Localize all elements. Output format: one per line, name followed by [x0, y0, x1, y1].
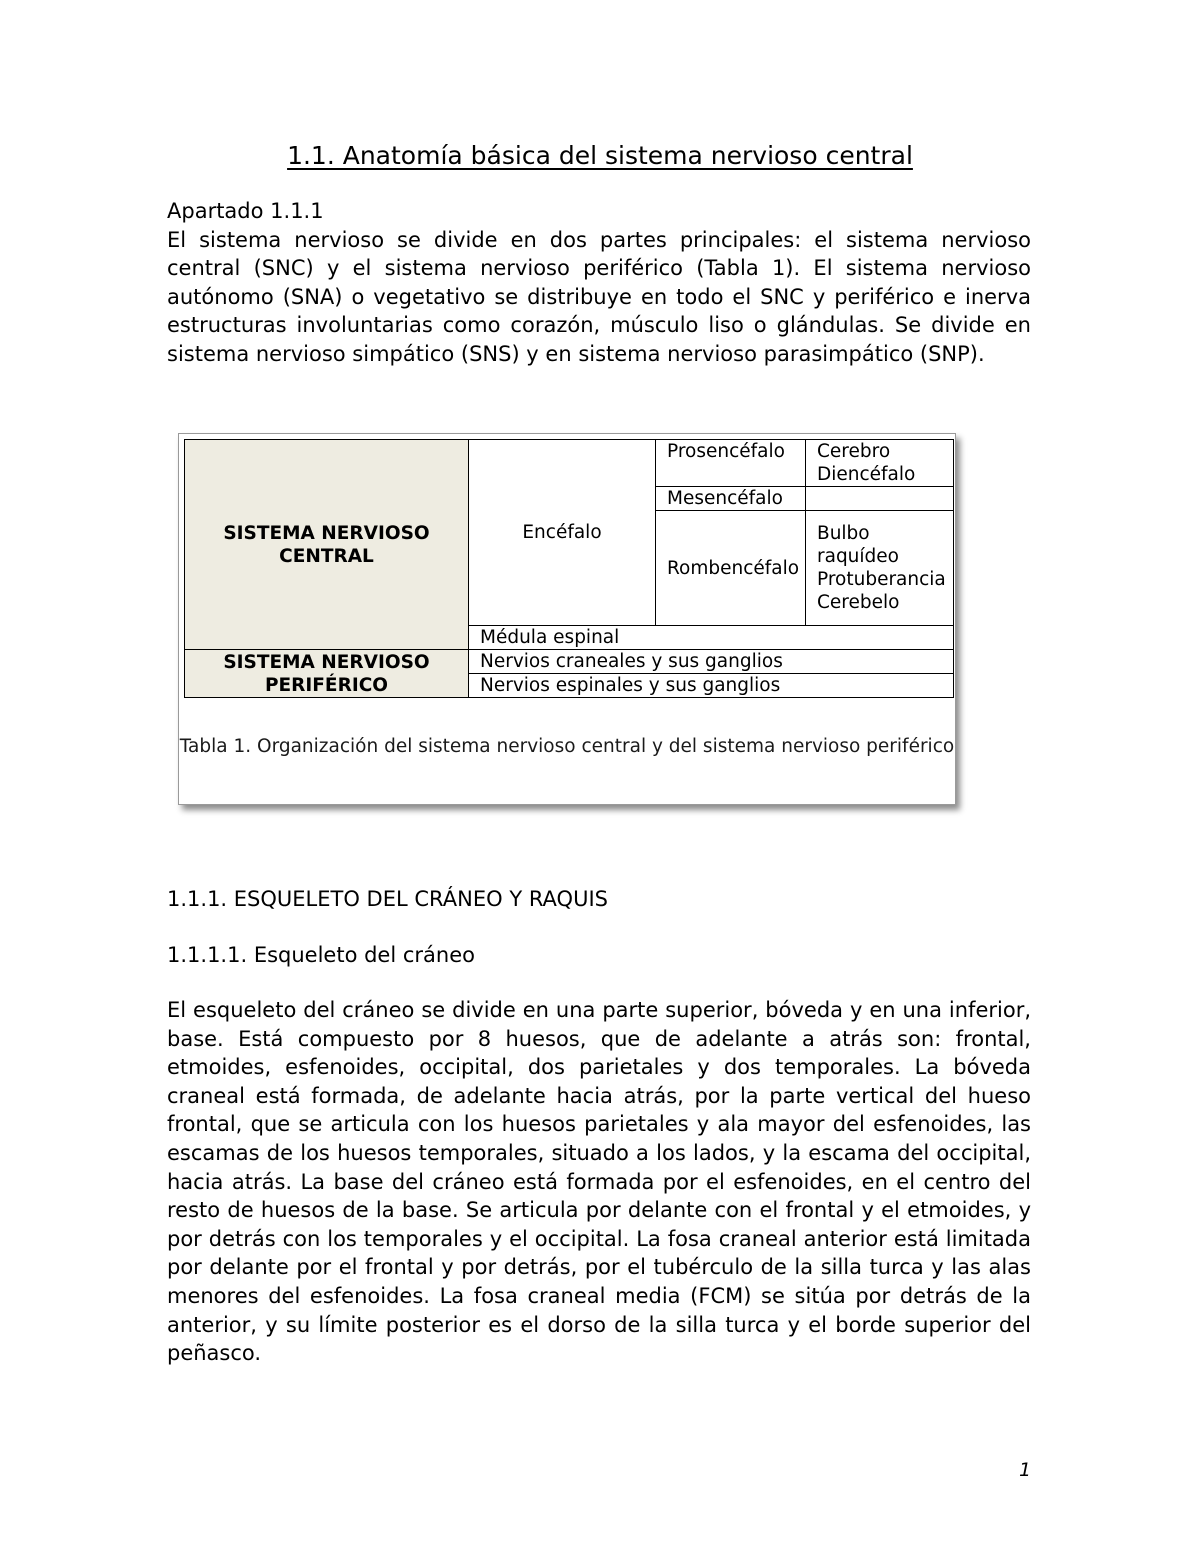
snp-cell: SISTEMA NERVIOSO PERIFÉRICO: [185, 650, 469, 698]
craneales-cell: Nervios craneales y sus ganglios: [469, 650, 954, 674]
snc-cell: SISTEMA NERVIOSO CENTRAL: [185, 440, 469, 650]
craneo-paragraph: El esqueleto del cráneo se divide en una parte superior, bóveda y en una inferior, base. Está compuesto por 8 huesos, que de adelante a atrás son: frontal, etmoides, esfenoides, occipital, dos parietales y dos temporales. La bóveda craneal está formada, de adelante hacia atrás, por la parte vertical del hueso frontal, que se articula con los huesos parietales y ala mayor del esfenoides, las escamas de los huesos temporales, situado a los lados, y la escama del occipital, hacia atrás. La base del cráneo está formada por el esfenoides, en el centro del resto de huesos de la base. Se articula por delante con el frontal y el etmoides, y por detrás con los temporales y el occipital. La fosa craneal anterior está limitada por delante por el frontal y por detrás, por el tubérculo de la silla turca y las alas menores del esfenoides. La fosa craneal media (FCM) se sitúa por detrás de la anterior, y su límite posterior es el dorso de la silla turca y el borde superior del peñasco.: [167, 998, 1031, 1366]
page-title: 1.1. Anatomía básica del sistema nervioso central: [287, 141, 913, 170]
nervous-system-table: [184, 439, 954, 698]
table-caption: Tabla 1. Organización del sistema nervioso central y del sistema nervioso periférico: [179, 736, 955, 757]
section-label: Apartado 1.1.1: [167, 199, 324, 223]
medula-cell: Médula espinal: [469, 626, 954, 650]
craneo-section: [167, 996, 1031, 1368]
rombencefalo-cell: Rombencéfalo: [656, 511, 806, 626]
intro-section: [167, 197, 1031, 369]
subsection-heading: 1.1.1.1. Esqueleto del cráneo: [167, 943, 475, 967]
table-figure: [178, 433, 956, 805]
espinales-cell: Nervios espinales y sus ganglios: [469, 674, 954, 698]
encefalo-cell: Encéfalo: [469, 440, 656, 626]
intro-paragraph: El sistema nervioso se divide en dos partes principales: el sistema nervioso central (SNC) y el sistema nervioso periférico (Tabla 1). El sistema nervioso autónomo (SNA) o vegetativo se distribuye en todo el SNC y periférico e inerva estructuras involuntarias como corazón, músculo liso o glándulas. Se divide en sistema nervioso simpático (SNS) y en sistema nervioso parasimpático (SNP).: [167, 227, 1031, 366]
page-number: 1: [1019, 1459, 1032, 1481]
section-heading: 1.1.1. ESQUELETO DEL CRÁNEO Y RAQUIS: [167, 887, 608, 911]
mesencefalo-parts-cell: [806, 487, 954, 511]
rombencefalo-parts-cell: Bulbo raquídeo Protuberancia Cerebelo: [806, 511, 954, 626]
prosencefalo-parts-cell: Cerebro Diencéfalo: [806, 440, 954, 487]
table-row: [185, 440, 954, 487]
prosencefalo-cell: Prosencéfalo: [656, 440, 806, 487]
table-row: [185, 650, 954, 674]
mesencefalo-cell: Mesencéfalo: [656, 487, 806, 511]
